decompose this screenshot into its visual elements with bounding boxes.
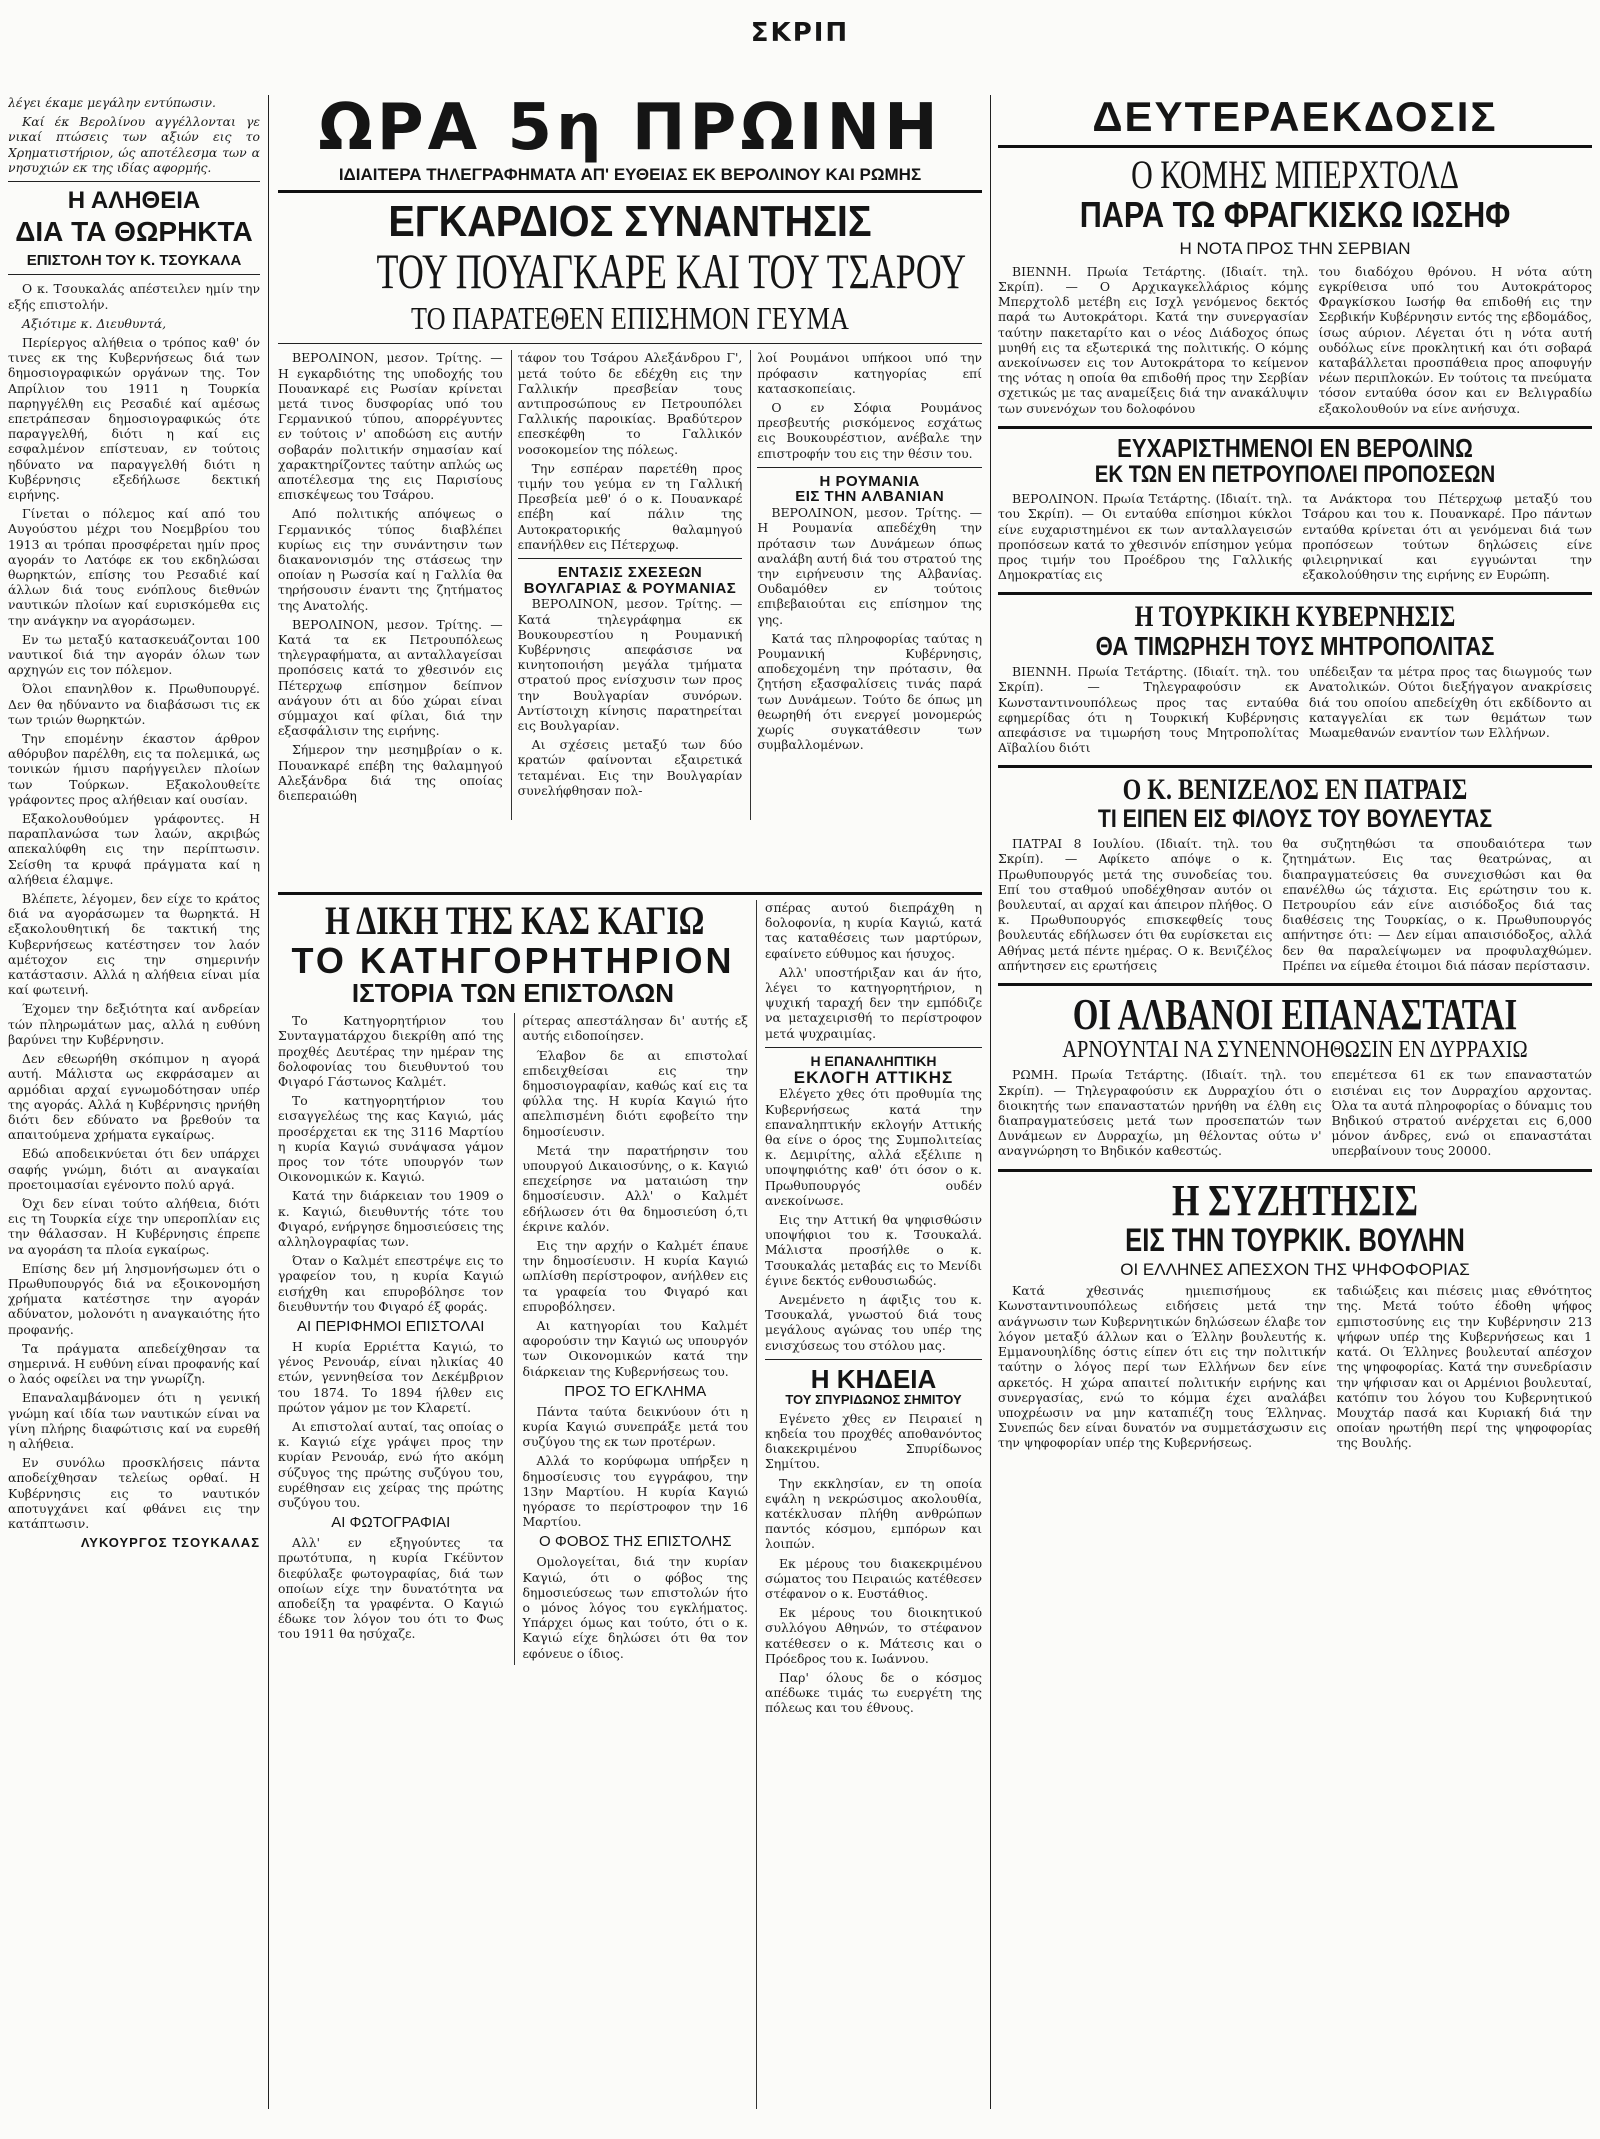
story-paragraph: ΒΕΡΟΛΙΝΟΝ, μεσον. Τρίτης. — Η Ρουμανία απεδέχθη την πρότασιν των Δυνάμεων όπως αναλάβη αυτή διά του στρατού της την ειρήνευσιν της Αλβανίας. Ουδαμόθεν εν τούτοις επιβεβαιούται εις επίσημον της γης.: [757, 505, 982, 627]
banner-subtitle: ΙΔΙΑΙΤΕΡΑ ΤΗΛΕΓΡΑΦΗΜΑΤΑ ΑΠ' ΕΥΘΕΙΑΣ ΕΚ ΒΕΡΟΛΙΝΟΥ ΚΑΙ ΡΩΜΗΣ: [338, 165, 922, 185]
story-paragraph: Την εσπέραν παρετέθη προς τιμήν του γεύμα εν τη Γαλλική Πρεσβεία μεθ' ό ο κ. Πουανκαρέ επέβη καί πάλιν της Αυτοκρατορικής θαλαμηγού επανήλθεν εις Πέτερχωφ.: [517, 460, 743, 552]
trial-subhead: ΑΙ ΦΩΤΟΓΡΑΦΙΑΙ: [331, 1514, 451, 1532]
attiki-title: Η ΕΠΑΝΑΛΗΠΤΙΚΗ: [810, 1052, 937, 1069]
attiki-paragraph: σπέρας αυτού διεπράχθη η δολοφονία, η κυρία Καγιώ, κατά τας καταθέσεις των μαρτύρων, εφαίνετο εύθυμος και ήσυχος.: [765, 900, 982, 961]
funeral-paragraph: Την εκκλησίαν, εν τη οποία εψάλη η νεκρώσιμος ακολουθία, κατέκλυσαν πλήθη ανθρώπων παντός κόσμου, εμπόρων και λοιπών.: [765, 1475, 982, 1552]
attiki-paragraph: Εις την Αττική θα ψηφισθώσιν υποψήφιοι του κ. Τσουκαλά. Μάλιστα προσήλθε ο κ. Τσουκαλάς μεταβάς εις το Μενίδι έγινε δεκτός ενθουσιωδώς.: [765, 1211, 982, 1288]
left-intro-line: Καί έκ Βερολίνου αγγέλλονται γε νικαί πτώσεις των αξιών εις το Χρηματιστήριον, ώς αποτέλεσμα των α νησυχιών εκ της ιδίας αφορμής.: [8, 114, 260, 175]
left-paragraph: Γίνεται ο πόλεμος καί από του Αυγούστου μέχρι του Νοεμβρίου του 1913 αι τρόπαι προσφέρεται ημίν προς αγοράν το Λατόφε εκ του εκδηλώσαι θωρηκτών, επίσης του Ρεσαδιέ καί άλλων διά τους ενόπλους διεθνών ναυτικών πλοίων καί ευρισκόμεθα εις την ανάγκην να αγοράσωμεν.: [8, 506, 260, 628]
story-paragraph: ΒΕΡΟΛΙΝΟΝ, μεσον. Τρίτης. — Κατά τα εκ Πετρουπόλεως τηλεγραφήματα, αι ανταλλαγείσαι προπόσεις κατά το χθεσινόν εις Πέτερχωφ επίσημον δείπνον ανάγουν ότι αι δύο χώραι είναι σύμμαχοι καί φίλαι, διά την εξασφάλισιν της ειρήνης.: [278, 616, 503, 739]
left-paragraph: Βλέπετε, λέγομεν, δεν είχε το κράτος διά να αγοράσωμεν τα θωρηκτά. Η εξακολουθητική δε τακτική της Κυβερνήσεως κατέστησεν τον λαόν αμέτοχον εις την σημερινήν κατάστασιν. Αλλά η αλήθεια είναι μία καί φωτεινή.: [8, 891, 260, 998]
story1-column: [750, 350, 982, 820]
trial-column: [278, 1013, 504, 1665]
trial-subhead: ΑΙ ΠΕΡΙΦΗΜΟΙ ΕΠΙΣΤΟΛΑΙ: [297, 1317, 485, 1335]
left-paragraph: Την επομένην έκαστον άρθρον αθόρυβον παρέλθη, εις τα πολεμικά, ως τονικών ήμισυ παρήγγειλεν πλοίων των Τούρκων. Εξακολουθείτε γράφοντες προς αλήθειαν καί ουσίαν.: [8, 731, 260, 807]
left-intro-line: λέγει έκαμε μεγάλην εντύπωσιν.: [8, 95, 216, 110]
left-paragraph: Εδώ αποδεικνύεται ότι δεν υπάρχει σαφής γνώμη, διότι αι αναγκαίαι προετοιμασίαι εγένοντο πολύ αργά.: [8, 1146, 260, 1192]
trial-headline: ΤΟ ΚΑΤΗΓΟΡΗΤΗΡΙΟΝ: [291, 940, 735, 981]
story-paragraph: λοί Ρουμάνοι υπήκοοι υπό την πρόφασιν κατηγορίας επί κατασκοπείαις.: [757, 350, 982, 396]
banner-title: ΩΡΑ 5η ΠΡΩΙΝΗ: [318, 95, 942, 165]
funeral-paragraph: Εγένετο χθες εν Πειραιεί η κηδεία του προχθές αποθανόντος διακεκριμένου Σπυρίδωνος Σημίτου.: [765, 1410, 982, 1472]
trial-paragraph: Αι κατηγορίαι του Καλμέτ αφορούσιν την Καγιώ ως υπουργόν των Οικονομικών κατά την διάρκειαν της Κυβερνήσεως του.: [522, 1317, 748, 1379]
left-paragraph: Εξακολουθούμεν γράφοντες. Η παραπλανώσα των λαών, ακριβώς απεκαλύφθη εις την περίπτωσιν. Σείσθη τα κρυφά πράγματα καί η αλήθεια έλαμψε.: [8, 811, 260, 887]
left-paragraph: Όχι δεν είναι τούτο αλήθεια, διότι εις τη Τουρκία είχε την υπεροπλίαν εις την θάλασσαν. Η Κυβέρνησις έπρεπε να αγοράση τα πλοία εγκαίρως.: [8, 1195, 260, 1257]
attiki-title: ΕΚΛΟΓΗ ΑΤΤΙΚΗΣ: [793, 1067, 954, 1087]
trial-story: [278, 900, 748, 2109]
right-headline: Ο ΚΟΜΗΣ ΜΠΕΡΧΤΟΛΔ: [1131, 152, 1459, 198]
left-subheadline: ΕΠΙΣΤΟΛΗ ΤΟΥ Κ. ΤΣΟΥΚΑΛΑ: [26, 251, 242, 269]
left-paragraph: Εν συνόλω προσκλήσεις πάντα αποδείχθησαν τελείως ορθαί. Η Κυβέρνησις εις το ναυτικόν αποτυγχάνει καί φθάνει εις την κατάπτωσιν.: [8, 1455, 260, 1531]
funeral-paragraph: Εκ μέρους του διακεκριμένου σώματος του Πειραιώς κατέθεσεν στέφανον ο κ. Ευστάθιος.: [765, 1555, 982, 1601]
right-subheadline: Η ΝΟΤΑ ΠΡΟΣ ΤΗΝ ΣΕΡΒΙΑΝ: [1179, 238, 1411, 258]
trial-paragraph: Έλαβον δε αι επιστολαί επιδειχθείσαι εις την δημοσιογραφίαν, καθώς καί εις τα φύλλα της. Η κυρία Καγιώ ήτο απελπισμένη διότι εφοβείτο την δημοσίευσιν.: [522, 1047, 748, 1139]
left-salutation: Ο κ. Τσουκαλάς απέστειλεν ημίν την εξής επιστολήν.: [8, 281, 260, 312]
right-paragraph: Κατά χθεσινάς ημιεπισήμους εκ Κωνσταντινουπόλεως ειδήσεις μετά την ανάγνωσιν των Κυβερνητικών δηλώσεων έλαβε τον λόγον μεταξύ άλλων και ο Έλλην βουλευτής κ. Εμμανουηλίδης όστις είπεν ότι εις την πολιτικήν ταύτην ο λόγος περί των Ελλήνων δεν είνε αρκετός. Η χώρα απαιτεί πολιτικήν ειρήνης και συνεργασίας, ενώ το κόμμα έχει αναλάβει υποχρέωσιν να μην καταπιέζη τους Έλληνας. Συνεπώς δεν είναι δυνατόν να συμμετάσχωσιν εις την ψηφοφορίαν υπέρ της Κυβερνήσεως.: [998, 1283, 1327, 1451]
funeral-title: Η ΚΗΔΕΙΑ: [810, 1363, 937, 1394]
right-paragraph: ΒΙΕΝΝΗ. Πρωία Τετάρτης. (Ιδιαίτ. τηλ. του Σκρίπ). — Τηλεγραφούσιν εκ Κωνσταντινουπόλεως προς τας ενταύθα εφημερίδας ότι η Τουρκική Κυβέρνησις απεφάσισε να τιμωρήση τους Μητροπολίτας Αϊβαλίου διότι: [998, 664, 1299, 756]
story1-column: [511, 350, 743, 820]
trial-paragraph: Ομολογείται, διά την κυρίαν Καγιώ, ότι ο φόβος της δημοσιεύσεως των επιστολών ήτο ο μόνος λόγος του εγκλήματος. Υπάρχει όμως και τούτο, ότι ο κ. Καγιώ είχε δηλώσει ότι θα τον εφόνευε ο ίδιος.: [522, 1554, 748, 1661]
right-headline: ΟΙ ΑΛΒΑΝΟΙ ΕΠΑΝΑΣΤΑΤΑΙ: [1072, 990, 1518, 1040]
attiki-paragraph: Ελέγετο χθες ότι προθυμία της Κυβερνήσεως κατά την επαναληπτικήν εκλογήν Αττικής θα είνε ο όρος της Συμπολιτείας κ. Δεμιρίτης, αλλά εξέλιπε η υποψηφιότης καθ' ότι όσον ο κ. Πρωθυπουργός ουδέν ανεκοίνωσε.: [765, 1086, 982, 1208]
story-paragraph: ΒΕΡΟΛΙΝΟΝ, μεσον. Τρίτης. — Κατά τηλεγράφημα εκ Βουκουρεστίου η Ρουμανική Κυβέρνησις απεφάσισε να κινητοποιήση μεγάλα τμήματα στρατού προς ενίσχυσιν των προς την Βουλγαρίαν συνόρων. Αντίστοιχη κίνησις παρατηρείται εις Βουλγαρίαν.: [517, 596, 743, 734]
trial-paragraph: ρίτερας απεστάλησαν δι' αυτής εξ αυτής ειδοποίησεν.: [522, 1013, 748, 1044]
trial-paragraph: Το Κατηγορητήριον του Συνταγματάρχου διεκρίθη από της προχθές Δευτέρας την ημέραν της δολοφονίας του διευθυντού του Φιγαρό Γάστωνος Καλμέτ.: [278, 1013, 504, 1089]
story-paragraph: τάφον του Τσάρου Αλεξάνδρου Γ', μετά τούτο δε εδέχθη εις την Γαλλικήν πρεσβείαν τους αντιπροσώπους εν Πετρουπόλει Γαλλικής παροικίας. Βραδύτερον επεσκέφθη το Γαλλικόν νοσοκομείον της πόλεως.: [517, 350, 743, 457]
trial-headline: Η ΔΙΚΗ ΤΗΣ ΚΑΣ ΚΑΓΙΩ: [325, 900, 705, 943]
trial-subhead: ΠΡΟΣ ΤΟ ΕΓΚΛΗΜΑ: [564, 1382, 707, 1400]
main-headline: ΤΟΥ ΠΟΥΑΓΚΑΡΕ ΚΑΙ ΤΟΥ ΤΣΑΡΟΥ: [376, 243, 966, 300]
right-paragraph: επεμέτεσα 61 εκ των επαναστατών εισιέναι εις τον Δυρραχίου αρχοντας. Όλα τα αυτά πληροφορίας ο δύναμις του Βηδικού στρατού ανέρχεται εις 6,000 μόνον άνδρες, ενώ οι επαναστάται υπερβαίνουν τους 20000.: [1331, 1067, 1592, 1159]
left-headline: Η ΑΛΗΘΕΙΑ: [67, 187, 201, 215]
funeral-paragraph: Εκ μέρους του διοικητικού συλλόγου Αθηνών, το στέφανον κατέθεσεν ο κ. Μάτεσις και ο Πρόεδρος του κ. Ιωάννου.: [765, 1605, 982, 1666]
attiki-paragraph: Ανεμένετο η άφιξις του κ. Τσουκαλά, γνωστού διά τους μεγάλους αγώνας του υπέρ της ενισχύσεως του στόλου μας.: [765, 1292, 982, 1353]
left-paragraph: Επίσης δεν μή λησμονήσωμεν ότι ο Πρωθυπουργός διά να εξοικονομήση χρήματα κατέστησε την αγοράν αδύνατον, μολονότι η αναγκαιότης ήτο προφανής.: [8, 1260, 260, 1337]
right-paragraph: ΠΑΤΡΑΙ 8 Ιουλίου. (Ιδιαίτ. τηλ. του Σκρίπ). — Αφίκετο απόψε ο κ. Πρωθυπουργός μετά της συνοδείας του. Επί του σταθμού υποδέχθησαν αυτόν οι βουλευταί, αι αρχαί και άπειρον πλήθος. Ο κ. Πρωθυπουργός επισκεφθείς τους βουλευτάς εδήλωσεν ότι θα ευρίσκεται εις Αθήνας μετά πέντε ημέρας. Ο κ. Βενιζέλος απήντησεν εις ερωτήσεις: [998, 836, 1273, 973]
right-headline: ΕΙΣ ΤΗΝ ΤΟΥΡΚΙΚ. ΒΟΥΛΗΝ: [1125, 1221, 1465, 1258]
funeral-paragraph: Παρ' όλους δε ο κόσμος απέδωκε τιμάς τω ευεργέτη της πόλεως και του έθνους.: [765, 1670, 982, 1716]
left-paragraph: Περίεργος αλήθεια ο τρόπος καθ' όν τινες εκ της Κυβερνήσεως διά των δημοσιογραφικών οργάνων της. Τον Απρίλιον του 1911 η Τουρκία παρηγγέλθη εις Ρεσαδιέ καί αμέσως επετράπεσαν δημοσιογραφικώς ότε παραγγελθή, διότι η καί εις εσφαλμένον επίστευαν, εν τούτοις ηδύνατο να παραγγελθή διότι η Κυβέρνησις εξεδήλωσε δεκτική ειρήνης.: [8, 334, 260, 502]
main-headline: ΕΓΚΑΡΔΙΟΣ ΣΥΝΑΝΤΗΣΙΣ: [388, 197, 872, 247]
trial-paragraph: Αλλά το κορύφωμα υπήρξεν η δημοσίευσις του εγγράφου, την 13ην Μαρτίου. Η κυρία Καγιώ ηγόρασε το περίστροφον την 16 Μαρτίου.: [522, 1453, 748, 1530]
right-headline: ΠΑΡΑ ΤΩ ΦΡΑΓΚΙΣΚΩ ΙΩΣΗΦ: [1079, 194, 1511, 236]
right-headline: ΑΡΝΟΥΝΤΑΙ ΝΑ ΣΥΝΕΝΝΟΗΘΩΣΙΝ ΕΝ ΔΥΡΡΑΧΙΩ: [1062, 1037, 1528, 1064]
story3-title: Η ΡΟΥΜΑΝΙΑ: [819, 472, 920, 490]
second-edition-banner: ΔΕΥΤΕΡΑΕΚΔΟΣΙΣ: [1092, 95, 1498, 140]
right-headline: Η ΣΥΖΗΤΗΣΙΣ: [1171, 1175, 1419, 1225]
masthead: ΣΚΡΙΠ: [750, 18, 850, 48]
column-rule: [268, 95, 269, 2109]
story-paragraph: Σήμερον την μεσημβρίαν ο κ. Πουανκαρέ επέβη της θαλαμηγού Αλεξάνδρα διά της οποίας διεπεραιώθη: [278, 742, 503, 803]
trial-paragraph: Εις την αρχήν ο Καλμέτ έπαυε την δημοσίευσιν. Η κυρία Καγιώ ωπλίσθη περίστροφον, ανήλθεν εις τα γραφεία του Φιγαρό και επυροβόλησεν.: [522, 1237, 748, 1314]
left-paragraph: Έχομεν την δεξιότητα καί ανδρείαν τών πληρωμάτων μας, αλλά η ευθύνη βαρύνει την Κυβέρνησιν.: [8, 1001, 260, 1047]
right-paragraph: ΒΕΡΟΛΙΝΟΝ. Πρωία Τετάρτης. (Ιδιαίτ. τηλ. του Σκρίπ). — Οι ενταύθα επίσημοι κύκλοι είνε ευχαριστημένοι εκ των ανταλλαγεισών προπόσεων κατά το χθεσινόν επίσημον γεύμα προς τιμήν του Προέδρου της Γαλλικής Δημοκρατίας εις: [998, 491, 1293, 583]
trial-paragraph: Το κατηγορητήριον του εισαγγελέως της κας Καγιώ, μάς προσέρχεται εκ της 3116 Μαρτίου η κυρία Καγιώ συνάψασα γάμον προς τον τότε υπουργόν των Οικονομικών κ. Καγιώ.: [278, 1093, 504, 1185]
right-headline: Ο Κ. ΒΕΝΙΖΕΛΟΣ ΕΝ ΠΑΤΡΑΙΣ: [1122, 773, 1468, 807]
right-headline: ΕΥΧΑΡΙΣΤΗΜΕΝΟΙ ΕΝ ΒΕΡΟΛΙΝΩ: [1117, 432, 1473, 463]
trial-subheadline: ΙΣΤΟΡΙΑ ΤΩΝ ΕΠΙΣΤΟΛΩΝ: [351, 977, 675, 1008]
left-paragraph: Εν τω μεταξύ κατασκευάζονται 100 ναυτικοί διά την αγοράν όλων των αρχηγών εις τον πόλεμον.: [8, 631, 260, 678]
trial-paragraph: Όταν ο Καλμέτ επεστρέψε εις το γραφείον του, η κυρία Καγιώ εισήχθη και επυροβόλησε τον διευθυντήν του Φιγαρό έξ φοράς.: [278, 1253, 504, 1314]
right-paragraph: υπέδειξαν τα μέτρα προς τας διωγμούς των Ανατολικών. Ούτοι διεξήγαγον ανακρίσεις διά του οποίου απεδείχθη ότι εκδίδοντο αι καταγγελίαι εκ των θεμάτων των Μωαμεθανών εναντίον των Ελλήνων.: [1309, 664, 1592, 741]
right-paragraph: ταδιώξεις και πιέσεις μιας εθνότητος της. Μετά τούτο έδοθη ψήφος εμπιστοσύνης εις την Κυβέρνησιν 213 ψήφων υπέρ της Κυβερνήσεως και 1 κατά. Οι Έλληνες βουλευταί απέσχον της ψηφοφορίας. Κατά την συνεδρίασιν την ψήφισαν και οι Αρμένιοι βουλευταί, κατόπιν του λόγου του Κυβερνητικού Μουχτάρ πασά και Κυριακή διά την οποίαν ηρωτήθη περί της ψηφοφορίας της Βουλής.: [1336, 1283, 1592, 1451]
left-signature: ΛΥΚΟΥΡΓΟΣ ΤΣΟΥΚΑΛΑΣ: [80, 1535, 260, 1551]
attiki-column: [756, 900, 982, 2109]
right-paragraph: θα συζητηθώσι τα σπουδαιότερα των ζητημάτων. Εις τας θεατρώνας, αι διαπραγματεύσεις θα συνεχισθώσι και θα επανέλθω ώς τάχιστα. Εις ερώτησιν του κ. Πετρουρίου εάν είνε αισιόδοξος διά τας διαθέσεις της Τουρκίας, ο κ. Πρωθυπουργός απήντησε ότι: — Δεν είμαι απαισιόδοξος, αλλά δεν θα παραλείψωμεν να προφυλαχθώμεν. Πρέπει να είμεθα έτοιμοι διά πάσαν περίστασιν.: [1282, 836, 1592, 973]
right-column: [998, 95, 1592, 2109]
left-paragraph: Όλοι επανηλθον κ. Πρωθυπουργέ. Δεν θα ηδύναντο να διαβάσωσι τις εκ των τριών θωρηκτών.: [8, 681, 260, 727]
left-column: [8, 95, 260, 2109]
right-headline: ΤΙ ΕΙΠΕΝ ΕΙΣ ΦΙΛΟΥΣ ΤΟΥ ΒΟΥΛΕΥΤΑΣ: [1097, 804, 1493, 833]
left-paragraph: Τα πράγματα απεδείχθησαν τα σημερινά. Η ευθύνη είναι προφανής καί ο λαός οφείλει να την γνωρίζη.: [8, 1340, 260, 1387]
story-paragraph: ΒΕΡΟΛΙΝΟΝ, μεσον. Τρίτης. — Η εγκαρδιότης της υποδοχής του Πουανκαρέ εις Ρωσίαν κρίνεται μετά τινος δυσφορίας υπό του Γερμανικού τύπου, απορρέγυντες εν τούτοις ν' αποδώση εις αυτήν σοβαράν πολιτικήν σημασίαν καί χαρακτηρίζοντες ταύτην απλώς ως αποτέλεσμα της εις Παρισίους επισκέψεως του Τσάρου.: [278, 350, 503, 503]
story-paragraph: Κατά τας πληροφορίας ταύτας η Ρουμανική Κυβέρνησις, αποδεχομένη την πρότασιν, θα ζητήση εξασφαλίσεις τινάς παρά των Δυνάμεων. Τούτο δε όπως μη θεωρηθή ότι ενεργεί μονομερώς χωρίς συγκατάθεσιν των συμβαλλομένων.: [757, 630, 982, 753]
funeral-title: ΤΟΥ ΣΠΥΡΙΔΩΝΟΣ ΣΗΜΙΤΟΥ: [785, 1392, 962, 1408]
right-headline: Η ΤΟΥΡΚΙΚΗ ΚΥΒΕΡΝΗΣΙΣ: [1134, 600, 1456, 634]
trial-paragraph: Πάντα ταύτα δεικνύουν ότι η κυρία Καγιώ συνεπράξε μετά του συζύγου της εκ των προτέρων.: [522, 1403, 748, 1450]
right-paragraph: ΒΙΕΝΝΗ. Πρωία Τετάρτης. (Ιδιαίτ. τηλ. Σκρίπ). — Ο Αρχικαγκελλάριος κόμης Μπερχτολδ μετέβη εις Ισχλ γενόμενος δεκτός παρά τω Αυτοκράτορι. Κατά την συνεργασίαν ταύτην πακεταρίτο και ο νέος Διάδοχος όπως μυηθή εις τα εξωτερικά της πολιτικής. Ο κόμης ανεκοίνωσεν εις τον Αυτοκράτορα το κείμενον της νότας η οποία θα επιδοθή προς την Σερβίαν σχετικώς με τας αναμείξεις διά την ανακάλυψιν των συνενόχων του δολοφόνου: [998, 263, 1309, 416]
trial-subhead: Ο ΦΟΒΟΣ ΤΗΣ ΕΠΙΣΤΟΛΗΣ: [539, 1533, 732, 1551]
column-rule: [990, 95, 991, 2109]
left-headline: ΔΙΑ ΤΑ ΘΩΡΗΚΤΑ: [15, 216, 253, 248]
story2-title: ΕΝΤΑΣΙΣ ΣΧΕΣΕΩΝ: [557, 563, 703, 581]
main-subheadline: ΤΟ ΠΑΡΑΤΕΘΕΝ ΕΠΙΣΗΜΟΝ ΓΕΥΜΑ: [411, 299, 849, 336]
trial-paragraph: Κατά την διάρκειαν του 1909 ο κ. Καγιώ, διευθυντής τότε του Φιγαρό, ενήργησε δημοσιεύσεις της αλληλογραφίας των.: [278, 1188, 504, 1249]
trial-paragraph: Η κυρία Ερριέττα Καγιώ, το γένος Ρενουάρ, είναι ηλικίας 40 ετών, γεννηθείσα τον Δεκέμβριον του 1874. Το 1894 ήλθεν εις πρώτον γάμον με τον Κλαρετί.: [278, 1338, 504, 1415]
left-paragraph: Επαναλαμβάνομεν ότι η γενική γνώμη καί ιδία των ναυτικών είναι να γίνη πλήρης διαφώτισις καί να ευρεθή η αλήθεια.: [8, 1390, 260, 1451]
center-top-story: [278, 95, 982, 895]
story-paragraph: Ο εν Σόφια Ρουμάνος πρεσβευτής ρισκόμενος εσχάτως εις Βουκουρέστιον, ανέβαλε την επιστροφήν του εις την θέσιν του.: [757, 399, 982, 461]
trial-column: [514, 1013, 749, 1665]
right-headline: ΕΚ ΤΩΝ ΕΝ ΠΕΤΡΟΥΠΟΛΕΙ ΠΡΟΠΟΣΕΩΝ: [1094, 461, 1496, 489]
right-paragraph: ΡΩΜΗ. Πρωία Τετάρτης. (Ιδιαίτ. τηλ. του Σκρίπ). — Τηλεγραφούσιν εκ Δυρραχίου ότι ο διοικητής των επαναστατών ηρνήθη να έλθη εις διαπραγματεύσεις μετά των προσεπατών των Δυνάμεων εν Δυρραχίω, μη θέλοντας ούτω ν' αναγνώρηση το Βηδικόν καθεστώς.: [998, 1067, 1322, 1159]
left-paragraph: Δεν εθεωρήθη σκόπιμον η αγορά αυτή. Μάλιστα ως εκφράσαμεν αι αρμόδιαι αρχαί εγνωμοδότησαν υπέρ της αγοράς. Αλλά η Κυβέρνησις ηρνήθη διότι δεν εδύνατο να βρεθούν τα απαιτούμενα χρήματα εγκαίρως.: [8, 1051, 260, 1143]
right-paragraph: του διαδόχου θρόνου. Η νότα αύτη εγκρίθεισα υπό του Αυτοκράτορος Φραγκίσκου Ιωσήφ θα επιδοθή εις την Σερβικήν Κυβέρνησιν εντός της εβδομάδος, ίσως αύριον. Λέγεται ότι η νότα αυτή ουδόλως είνε προκλητική και ότι σοβαρά καταβάλλεται προσπάθεια προς αποφυγήν νέων περιπλοκών. Εν τούτοις τα πνεύματα τόσον ενταύθα όσον και εν Βελιγραδίω εξακολουθούν να είνε ανήσυχα.: [1318, 263, 1592, 416]
story-paragraph: Αι σχέσεις μεταξύ των δύο κρατών φαίνονται εξαιρετικά τεταμέναι. Εις την Βουλγαρίαν συνελήφθησαν πολ-: [517, 737, 743, 798]
story-paragraph: Από πολιτικής απόψεως ο Γερμανικός τύπος διαβλέπει κυρίως εις την συνάντησιν των διακανονισμόν της στάσεως την οποίαν η Ρωσσία καί η Γαλλία θα τηρήσουσιν έναντι της ζητήματος της Ανατολής.: [278, 506, 503, 613]
right-paragraph: τα Ανάκτορα του Πέτερχωφ μεταξύ του Τσάρου και του κ. Πουανκαρέ. Προ πάντων ενταύθα κρίνεται ότι αι γενόμεναι διά των προπόσεων τούτων δηλώσεις είνε φιλειρηνικαί και εγγυώνται την εξακολούθησιν της ειρήνης εν Ευρώπη.: [1302, 491, 1592, 583]
story2-title: ΒΟΥΛΓΑΡΙΑΣ & ΡΟΥΜΑΝΙΑΣ: [523, 579, 737, 597]
attiki-paragraph: Αλλ' υποστήριξαν και άν ήτο, λέγει το κατηγορητήριον, η ψυχική ταραχή δεν την εμπόδιζε να μεταχειρισθή το περίστροφον μετά ψυχραιμίας.: [765, 964, 982, 1041]
trial-paragraph: Αλλ' εν εξηγούντες τα πρωτότυπα, η κυρία Γκέϋντον διεφύλαξε φωτογραφίας, διά των οποίων είχε την δυνατότητα να αποδείξη τα γραφέντα. Ο Καγιώ έδωκε τον λόγον του ότι το Φως του 1911 θα ησύχαζε.: [278, 1535, 504, 1642]
story3-title: ΕΙΣ ΤΗΝ ΑΛΒΑΝΙΑΝ: [795, 488, 945, 506]
trial-paragraph: Μετά την παρατήρησιν του υπουργού Δικαιοσύνης, ο κ. Καγιώ επεχείρησε να ματαιώση την δημοσίευσιν. Αλλ' ο Καλμέτ εδήλωσεν ότι θα δημοσιεύση ό,τι έκρινε καλόν.: [522, 1142, 748, 1234]
right-subheadline: ΟΙ ΕΛΛΗΝΕΣ ΑΠΕΣΧΟΝ ΤΗΣ ΨΗΦΟΦΟΡΙΑΣ: [1120, 1260, 1470, 1280]
trial-paragraph: Αι επιστολαί αυταί, τας οποίας ο κ. Καγιώ είχε γράψει προς την κυρίαν Ρενουάρ, ενώ ήτο ακόμη σύζυγος της πρώτης συζύγου του, ευρέθησαν εις χείρας της πρώτης συζύγου του.: [278, 1418, 504, 1510]
left-address: Αξιότιμε κ. Διευθυντά,: [22, 315, 167, 331]
story1-column: [278, 350, 503, 820]
right-headline: ΘΑ ΤΙΜΩΡΗΣΗ ΤΟΥΣ ΜΗΤΡΟΠΟΛΙΤΑΣ: [1095, 630, 1495, 661]
